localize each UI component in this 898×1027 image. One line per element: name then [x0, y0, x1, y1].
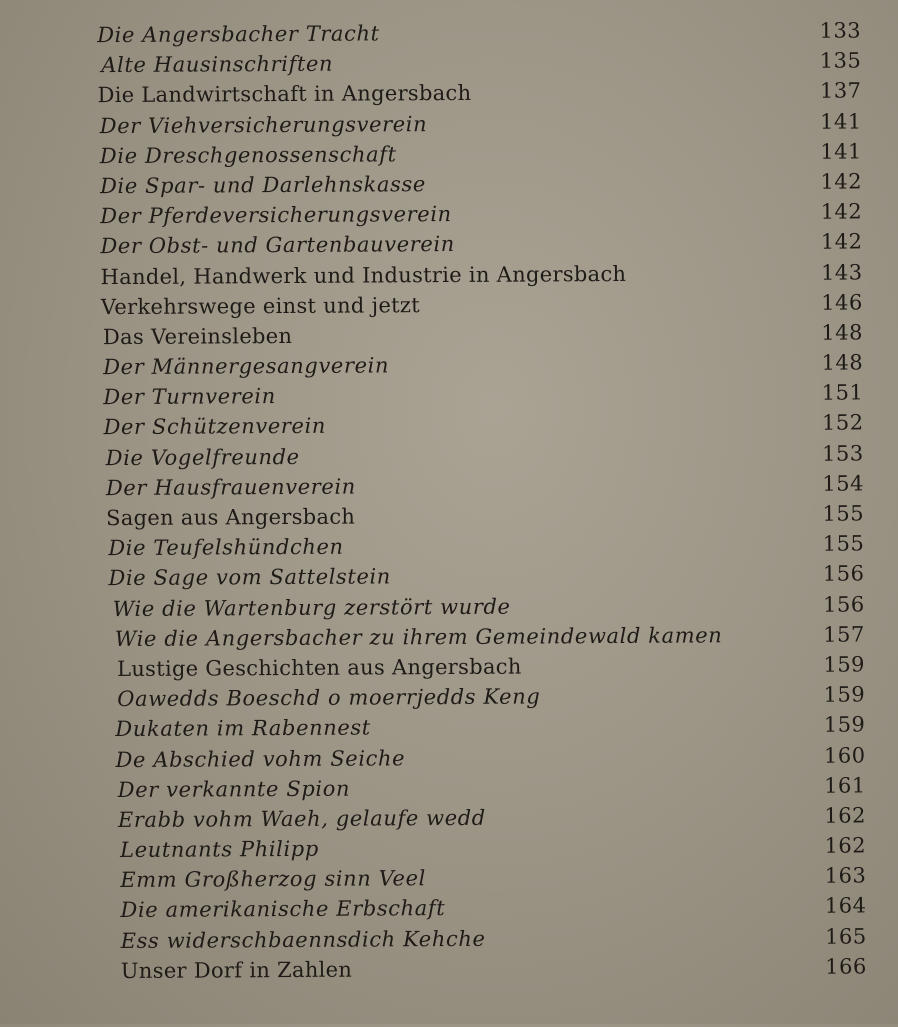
toc-entry-title: Wie die Wartenburg zerstört wurde [112, 594, 511, 621]
toc-entry-page-number: 157 [823, 622, 865, 647]
toc-entry-title: Emm Großherzog sinn Veel [120, 866, 426, 893]
toc-entry-title: Der Obst- und Gartenbauverein [100, 232, 455, 259]
table-of-contents [0, 15, 898, 986]
toc-entry-title: Die Landwirtschaft in Angersbach [97, 81, 472, 108]
toc-entry-page-number: 143 [820, 259, 863, 285]
toc-entry-title: Die Angersbacher Tracht [97, 21, 380, 48]
toc-entry-page-number: 160 [823, 742, 866, 768]
toc-entry-page-number: 166 [825, 954, 867, 979]
toc-entry-page-number: 152 [821, 410, 864, 436]
toc-entry-page-number: 142 [820, 169, 863, 194]
toc-entry-title: Leutnants Philipp [120, 836, 319, 863]
toc-entry-page-number: 151 [821, 380, 864, 405]
toc-entry-page-number: 148 [821, 350, 864, 375]
toc-entry-title: Die amerikanische Erbschaft [120, 896, 446, 923]
toc-entry-page-number: 156 [822, 592, 865, 617]
toc-entry-title: Lustige Geschichten aus Angersbach [116, 654, 522, 681]
toc-entry-title: Unser Dorf in Zahlen [120, 957, 353, 983]
toc-entry-page-number: 148 [821, 320, 864, 345]
toc-entry-page-number: 142 [820, 229, 863, 255]
toc-entry-title: Der verkannte Spion [117, 776, 351, 802]
toc-entry-title: Der Viehversicherungsverein [99, 111, 428, 138]
toc-entry-title: Die Vogelfreunde [105, 444, 300, 470]
toc-entry-page-number: 154 [822, 471, 864, 496]
toc-entry [3, 951, 898, 987]
toc-entry-page-number: 142 [820, 199, 863, 224]
toc-entry-title: Ess widerschbaennsdich Kehche [120, 926, 486, 953]
toc-entry-page-number: 156 [822, 561, 865, 587]
toc-entry-page-number: 146 [821, 290, 863, 315]
toc-entry-page-number: 135 [819, 48, 862, 73]
toc-entry-title: Der Turnverein [103, 384, 276, 410]
toc-entry-title: Die Spar- und Darlehnskasse [100, 172, 426, 199]
toc-entry-title: Der Pferdeversicherungsverein [100, 202, 452, 229]
toc-entry-title: Der Schützenverein [103, 414, 327, 440]
toc-entry-title: Sagen aus Angersbach [106, 504, 356, 531]
toc-entry-page-number: 137 [819, 78, 862, 104]
toc-entry-page-number: 141 [820, 139, 862, 164]
toc-entry-title: Erabb vohm Waeh, gelaufe wedd [117, 805, 486, 832]
toc-entry-title: Dukaten im Rabennest [115, 715, 371, 742]
toc-entry-page-number: 159 [823, 712, 866, 738]
toc-entry-page-number: 162 [824, 833, 867, 858]
toc-entry-page-number: 162 [824, 803, 867, 828]
toc-entry-title: Alte Hausinschriften [101, 51, 334, 78]
toc-entry-page-number: 153 [822, 441, 864, 466]
toc-entry-title: Der Männergesangverein [103, 353, 390, 380]
toc-entry-title: Die Teufelshündchen [108, 534, 344, 561]
toc-entry-page-number: 133 [819, 18, 862, 43]
toc-entry-page-number: 164 [824, 893, 867, 919]
toc-entry-page-number: 155 [822, 531, 865, 556]
toc-entry-page-number: 163 [824, 863, 867, 888]
toc-entry-title: De Abschied vohm Seiche [115, 745, 406, 772]
toc-entry-title: Der Hausfrauenverein [105, 474, 356, 500]
toc-entry-page-number: 155 [822, 501, 865, 526]
toc-entry-title: Verkehrswege einst und jetzt [100, 292, 421, 319]
toc-entry-title: Oawedds Boeschd o moerrjedds Keng [117, 684, 541, 712]
toc-entry-page-number: 159 [823, 652, 866, 677]
toc-entry-page-number: 141 [820, 109, 862, 134]
toc-entry-title: Die Sage vom Sattelstein [108, 564, 391, 591]
toc-entry-title: Das Vereinsleben [102, 323, 293, 349]
toc-entry-title: Wie die Angersbacher zu ihrem Gemeindewald kamen [114, 623, 723, 651]
toc-entry-title: Handel, Handwerk und Industrie in Angersbach [100, 261, 627, 289]
toc-entry-page-number: 165 [825, 924, 867, 949]
toc-entry-title: Die Dreschgenossenschaft [99, 142, 397, 168]
toc-entry-page-number: 161 [824, 773, 866, 798]
toc-entry-page-number: 159 [823, 682, 866, 707]
